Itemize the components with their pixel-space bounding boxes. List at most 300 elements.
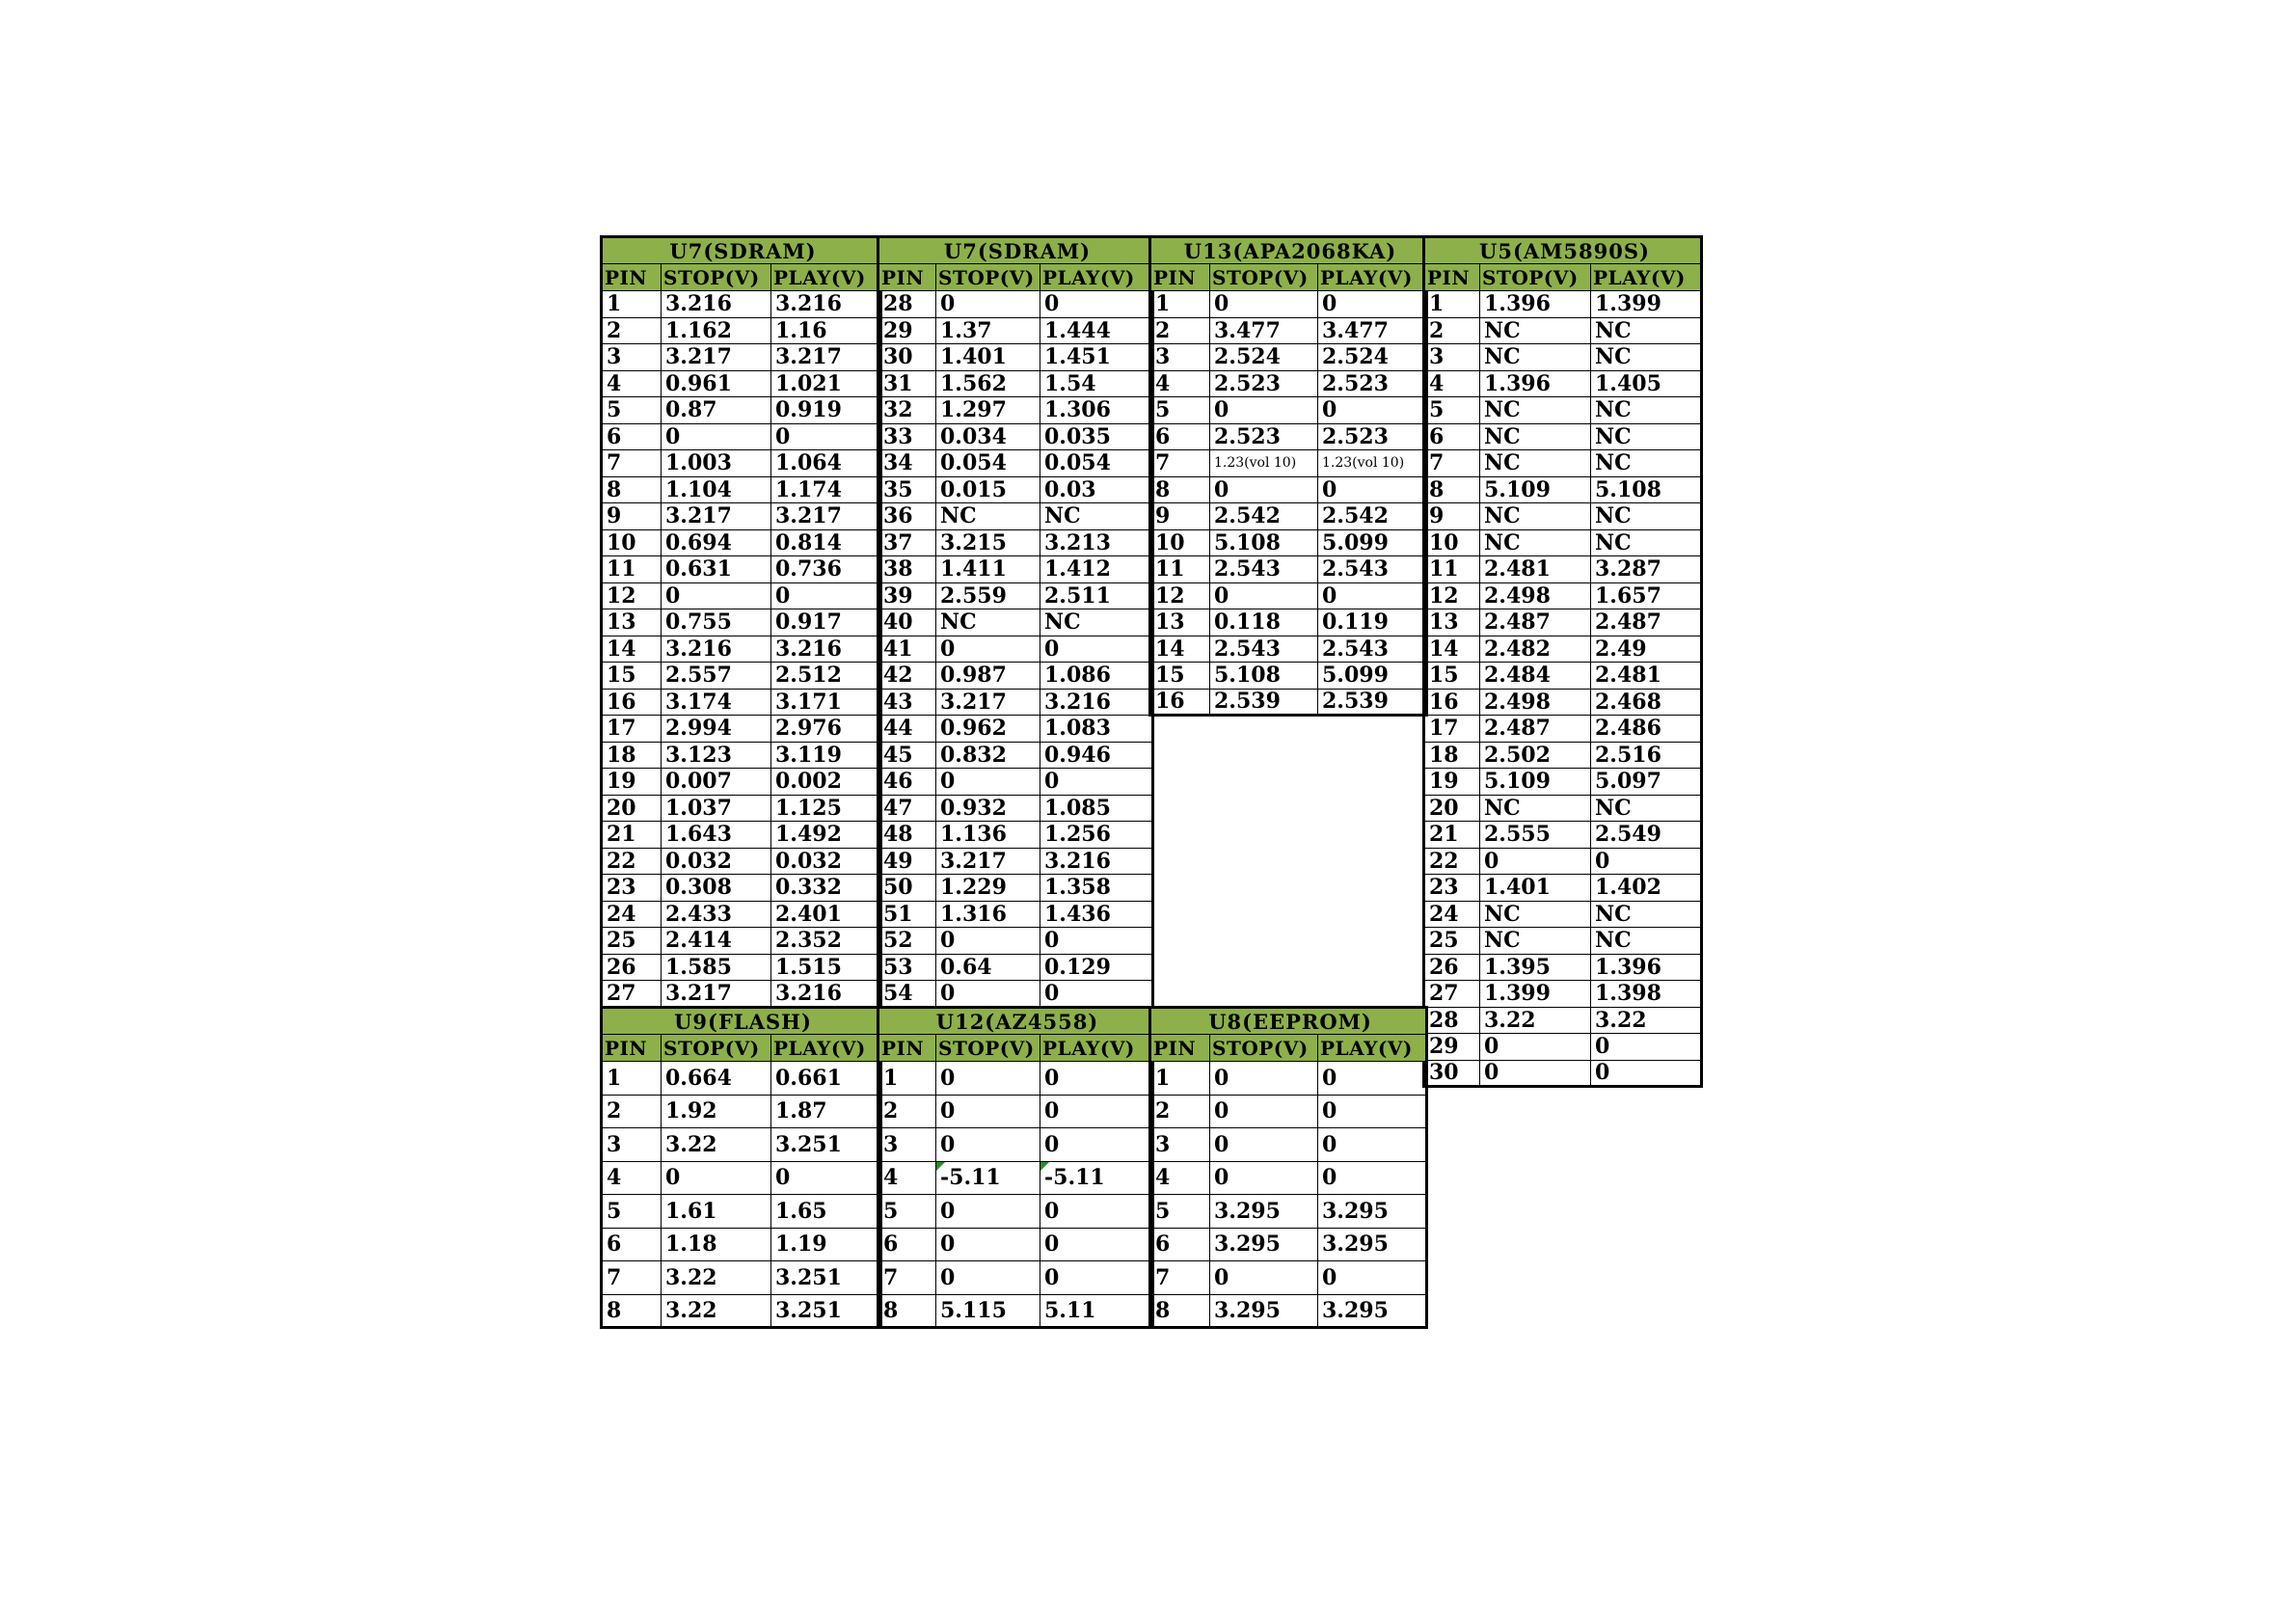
pin-cell: 2 [602,317,662,344]
play-voltage-cell: 1.515 [771,954,881,981]
play-voltage-cell: 1.358 [1040,875,1153,902]
stop-voltage-cell: -5.11 [936,1161,1040,1195]
stop-voltage-cell: 3.216 [662,636,771,663]
stop-voltage-cell: 0 [1210,291,1318,318]
pin-cell: 23 [1424,875,1480,902]
play-voltage-cell: 2.523 [1318,423,1427,450]
table-row [1424,901,1702,928]
stop-voltage-cell: 3.22 [662,1294,771,1328]
stop-voltage-cell: 0 [936,1128,1040,1162]
stop-voltage-cell: 5.109 [1480,769,1591,796]
stop-voltage-header: STOP(V) [662,1035,771,1062]
pin-cell: 3 [878,1128,936,1162]
stop-voltage-cell: 1.104 [662,476,771,503]
pin-cell: 6 [1150,1228,1210,1261]
play-voltage-cell: 3.216 [771,981,881,1008]
pin-cell: 4 [602,370,662,397]
pin-cell: 6 [602,423,662,450]
stop-voltage-cell: 0.64 [936,954,1040,981]
stop-voltage-cell: 3.217 [662,503,771,530]
table-row [602,450,881,477]
play-voltage-cell: 0 [1318,582,1427,609]
pin-cell: 8 [1150,1294,1210,1328]
stop-voltage-cell: 1.162 [662,317,771,344]
table-row [602,1062,881,1096]
play-voltage-cell: 2.49 [1591,636,1702,663]
table-row [1150,317,1427,344]
pin-cell: 11 [602,556,662,583]
table-row [878,503,1153,530]
stop-voltage-cell: 0.631 [662,556,771,583]
pin-cell: 17 [1424,716,1480,743]
pin-cell: 2 [1150,1095,1210,1128]
stop-voltage-cell: 0 [1210,582,1318,609]
table-title: U5(AM5890S) [1424,237,1702,264]
play-voltage-cell: 0 [771,582,881,609]
play-voltage-cell: 0 [1318,476,1427,503]
table-row [602,742,881,769]
pin-cell: 30 [878,344,936,371]
play-voltage-cell: 1.405 [1591,370,1702,397]
stop-voltage-cell: 1.395 [1480,954,1591,981]
table-row [1150,1195,1427,1229]
play-voltage-cell: 0 [1040,1062,1153,1096]
table-row [1150,689,1427,716]
table-row [1424,954,1702,981]
play-voltage-cell: 3.216 [771,636,881,663]
table-u5-am5890s [1422,235,1703,1088]
pin-cell: 14 [1424,636,1480,663]
table-u9-flash [600,1006,882,1329]
stop-voltage-header: STOP(V) [1480,264,1591,291]
pin-cell: 6 [602,1228,662,1261]
table-row [1424,344,1702,371]
table-row [878,954,1153,981]
stop-voltage-cell: 2.542 [1210,503,1318,530]
play-voltage-cell: 0 [771,423,881,450]
stop-voltage-cell: 0 [662,423,771,450]
play-voltage-cell: 1.65 [771,1195,881,1229]
stop-voltage-cell: NC [1480,397,1591,424]
play-voltage-cell: 3.295 [1318,1195,1427,1229]
stop-voltage-cell: NC [1480,450,1591,477]
stop-voltage-cell: 0.987 [936,663,1040,690]
play-voltage-cell: 0.917 [771,609,881,636]
stop-voltage-cell: 0.034 [936,423,1040,450]
play-voltage-cell: 1.083 [1040,716,1153,743]
pin-cell: 37 [878,529,936,556]
pin-cell: 7 [1424,450,1480,477]
table-row [1424,795,1702,822]
table-row [1424,1060,1702,1087]
stop-voltage-cell: 3.217 [936,689,1040,716]
play-voltage-cell: 0 [1318,1062,1427,1096]
stop-voltage-cell: NC [1480,795,1591,822]
pin-cell: 21 [602,822,662,849]
play-voltage-cell: 1.23(vol 10) [1318,450,1427,477]
stop-voltage-cell: 0 [936,769,1040,796]
table-row [878,450,1153,477]
table-row [602,529,881,556]
pin-cell: 10 [1424,529,1480,556]
play-voltage-cell: 1.54 [1040,370,1153,397]
stop-voltage-cell: 3.217 [936,848,1040,875]
stop-voltage-cell: 1.643 [662,822,771,849]
play-voltage-cell: 1.064 [771,450,881,477]
stop-voltage-cell: 2.481 [1480,556,1591,583]
table-row [878,795,1153,822]
play-voltage-header: PLAY(V) [1040,264,1153,291]
pin-cell: 5 [1150,1195,1210,1229]
pin-cell: 15 [1150,663,1210,690]
stop-voltage-cell: NC [1480,529,1591,556]
stop-voltage-header: STOP(V) [936,264,1040,291]
table-row [602,689,881,716]
pin-cell: 2 [878,1095,936,1128]
pin-header: PIN [878,1035,936,1062]
table-row [1424,769,1702,796]
play-voltage-cell: 3.295 [1318,1228,1427,1261]
table-row [878,423,1153,450]
table-row [878,370,1153,397]
pin-cell: 22 [602,848,662,875]
stop-voltage-cell: 0 [662,1161,771,1195]
play-voltage-cell: 2.549 [1591,822,1702,849]
pin-cell: 3 [602,1128,662,1162]
stop-voltage-cell: 0.87 [662,397,771,424]
table-row [602,981,881,1008]
pin-cell: 1 [602,291,662,318]
play-voltage-cell: 1.436 [1040,901,1153,928]
table-row [878,1161,1153,1195]
pin-cell: 20 [1424,795,1480,822]
stop-voltage-cell: 2.433 [662,901,771,928]
play-voltage-cell: 1.085 [1040,795,1153,822]
stop-voltage-cell: 3.295 [1210,1294,1318,1328]
play-voltage-cell: 1.306 [1040,397,1153,424]
stop-voltage-cell: 5.115 [936,1294,1040,1328]
stop-voltage-cell: 1.401 [1480,875,1591,902]
table-row [878,663,1153,690]
play-voltage-cell: 1.657 [1591,582,1702,609]
pin-cell: 18 [602,742,662,769]
play-voltage-cell: 2.352 [771,928,881,955]
table-row [602,370,881,397]
play-voltage-cell: 0 [771,1161,881,1195]
table-row [1424,317,1702,344]
pin-cell: 24 [602,901,662,928]
stop-voltage-cell: 3.215 [936,529,1040,556]
play-voltage-header: PLAY(V) [1318,1035,1427,1062]
play-voltage-cell: 1.398 [1591,981,1702,1008]
stop-voltage-cell: 1.23(vol 10) [1210,450,1318,477]
stop-voltage-cell: 0 [936,928,1040,955]
table-row [1424,1034,1702,1061]
table-row [878,556,1153,583]
stop-voltage-cell: 2.523 [1210,423,1318,450]
stop-voltage-cell: 0 [1480,1034,1591,1061]
pin-cell: 2 [1424,317,1480,344]
play-voltage-cell: 1.19 [771,1228,881,1261]
stop-voltage-cell: 0 [1480,848,1591,875]
pin-cell: 6 [1424,423,1480,450]
stop-voltage-cell: 2.994 [662,716,771,743]
pin-cell: 3 [1424,344,1480,371]
stop-voltage-cell: 5.109 [1480,476,1591,503]
pin-cell: 16 [1150,689,1210,716]
play-voltage-cell: -5.11 [1040,1161,1153,1195]
play-voltage-cell: NC [1591,397,1702,424]
play-voltage-cell: 0.736 [771,556,881,583]
pin-header: PIN [1150,264,1210,291]
stop-voltage-cell: 0.664 [662,1062,771,1096]
play-voltage-cell: 3.119 [771,742,881,769]
stop-voltage-cell: 1.18 [662,1228,771,1261]
pin-cell: 54 [878,981,936,1008]
table-row [1150,1161,1427,1195]
play-voltage-cell: 0 [1591,848,1702,875]
pin-cell: 53 [878,954,936,981]
table-row [1150,423,1427,450]
pin-cell: 17 [602,716,662,743]
stop-voltage-cell: 2.414 [662,928,771,955]
stop-voltage-cell: 1.396 [1480,291,1591,318]
stop-voltage-cell: 2.487 [1480,716,1591,743]
stop-voltage-cell: 2.543 [1210,636,1318,663]
play-voltage-cell: 0.129 [1040,954,1153,981]
table-row [602,822,881,849]
pin-cell: 5 [1424,397,1480,424]
table-row [1424,370,1702,397]
play-voltage-cell: 0 [1040,1228,1153,1261]
stop-voltage-cell: 1.401 [936,344,1040,371]
stop-voltage-cell: 3.217 [662,344,771,371]
pin-cell: 22 [1424,848,1480,875]
table-row [878,901,1153,928]
stop-voltage-cell: 1.411 [936,556,1040,583]
table-title: U8(EEPROM) [1150,1008,1427,1035]
play-voltage-cell: 0.032 [771,848,881,875]
pin-cell: 26 [602,954,662,981]
pin-cell: 9 [602,503,662,530]
play-voltage-cell: 3.295 [1318,1294,1427,1328]
stop-voltage-cell: NC [1480,901,1591,928]
pin-cell: 5 [878,1195,936,1229]
stop-voltage-header: STOP(V) [936,1035,1040,1062]
play-voltage-cell: 0 [1040,928,1153,955]
play-voltage-cell: 5.097 [1591,769,1702,796]
pin-cell: 8 [1424,476,1480,503]
pin-cell: 14 [1150,636,1210,663]
stop-voltage-cell: 1.396 [1480,370,1591,397]
play-voltage-cell: 0.002 [771,769,881,796]
stop-voltage-cell: 3.174 [662,689,771,716]
table-row [878,1294,1153,1328]
play-voltage-cell: 2.481 [1591,663,1702,690]
table-row [602,1294,881,1328]
table-u7-sdram-pins-28-54 [877,235,1154,1009]
play-voltage-cell: 5.099 [1318,529,1427,556]
pin-cell: 3 [602,344,662,371]
stop-voltage-cell: 1.585 [662,954,771,981]
table-row [878,476,1153,503]
pin-cell: 13 [1424,609,1480,636]
table-row [878,1095,1153,1128]
play-voltage-cell: 0.035 [1040,423,1153,450]
play-voltage-cell: NC [1591,423,1702,450]
play-voltage-header: PLAY(V) [1591,264,1702,291]
pin-cell: 3 [1150,344,1210,371]
table-row [1424,423,1702,450]
stop-voltage-cell: 1.37 [936,317,1040,344]
pin-cell: 15 [602,663,662,690]
table-title: U7(SDRAM) [602,237,881,264]
table-row [1424,582,1702,609]
table-row [1424,822,1702,849]
play-voltage-cell: 2.524 [1318,344,1427,371]
pin-cell: 52 [878,928,936,955]
pin-cell: 27 [1424,981,1480,1008]
play-voltage-cell: 0 [1040,636,1153,663]
table-row [878,582,1153,609]
table-row [602,795,881,822]
stop-voltage-cell: 0 [936,1261,1040,1295]
pin-cell: 1 [1424,291,1480,318]
stop-voltage-cell: 0 [1210,1095,1318,1128]
pin-cell: 6 [1150,423,1210,450]
play-voltage-cell: 1.174 [771,476,881,503]
pin-cell: 2 [602,1095,662,1128]
pin-cell: 13 [1150,609,1210,636]
play-voltage-cell: 0.661 [771,1062,881,1096]
pin-cell: 38 [878,556,936,583]
stop-voltage-cell: 2.559 [936,582,1040,609]
play-voltage-cell: 1.492 [771,822,881,849]
pin-cell: 14 [602,636,662,663]
pin-cell: 29 [1424,1034,1480,1061]
table-row [878,397,1153,424]
pin-cell: 7 [1150,1261,1210,1295]
stop-voltage-cell: 2.498 [1480,582,1591,609]
pin-cell: 8 [602,476,662,503]
stop-voltage-cell: 0.961 [662,370,771,397]
pin-cell: 16 [602,689,662,716]
table-row [602,716,881,743]
table-row [602,344,881,371]
play-voltage-cell: 3.216 [1040,848,1153,875]
stop-voltage-cell: 0 [1210,476,1318,503]
pin-header: PIN [878,264,936,291]
pin-cell: 41 [878,636,936,663]
pin-cell: 5 [602,397,662,424]
pin-cell: 12 [1150,582,1210,609]
pin-cell: 24 [1424,901,1480,928]
pin-cell: 8 [1150,476,1210,503]
play-voltage-cell: NC [1591,450,1702,477]
play-voltage-cell: 0 [1591,1060,1702,1087]
play-voltage-cell: 0.814 [771,529,881,556]
pin-cell: 5 [1150,397,1210,424]
pin-cell: 49 [878,848,936,875]
stop-voltage-cell: 0 [936,1095,1040,1128]
table-row [1150,503,1427,530]
table-row [1150,1128,1427,1162]
play-voltage-cell: NC [1591,529,1702,556]
stop-voltage-cell: 2.543 [1210,556,1318,583]
pin-cell: 1 [878,1062,936,1096]
table-row [602,1161,881,1195]
table-row [878,822,1153,849]
play-voltage-cell: 2.539 [1318,689,1427,716]
pin-cell: 33 [878,423,936,450]
table-row [878,609,1153,636]
play-voltage-cell: 1.451 [1040,344,1153,371]
table-u7-sdram-pins-1-27 [600,235,882,1009]
stop-voltage-cell: 2.502 [1480,742,1591,769]
play-voltage-cell: 3.477 [1318,317,1427,344]
stop-voltage-cell: NC [1480,344,1591,371]
play-voltage-cell: 2.468 [1591,689,1702,716]
pin-cell: 34 [878,450,936,477]
play-voltage-cell: 2.976 [771,716,881,743]
stop-voltage-cell: 3.295 [1210,1228,1318,1261]
pin-cell: 11 [1424,556,1480,583]
table-row [1424,529,1702,556]
table-title: U13(APA2068KA) [1150,237,1427,264]
table-row [1150,291,1427,318]
table-row [602,663,881,690]
stop-voltage-cell: 2.482 [1480,636,1591,663]
play-voltage-cell: 0 [1040,1128,1153,1162]
play-voltage-cell: 2.542 [1318,503,1427,530]
play-voltage-cell: 5.108 [1591,476,1702,503]
table-row [1424,928,1702,955]
table-row [1424,503,1702,530]
pin-cell: 40 [878,609,936,636]
play-voltage-cell: 0 [1318,1261,1427,1295]
play-voltage-cell: 0.054 [1040,450,1153,477]
play-voltage-cell: NC [1040,609,1153,636]
table-row [878,928,1153,955]
stop-voltage-cell: 1.92 [662,1095,771,1128]
stop-voltage-cell: 2.498 [1480,689,1591,716]
pin-cell: 29 [878,317,936,344]
stop-voltage-cell: 1.297 [936,397,1040,424]
pin-cell: 15 [1424,663,1480,690]
table-row [878,689,1153,716]
play-voltage-cell: 3.251 [771,1294,881,1328]
stop-voltage-cell: 0.694 [662,529,771,556]
play-voltage-cell: NC [1591,901,1702,928]
stop-voltage-cell: 2.557 [662,663,771,690]
pin-cell: 48 [878,822,936,849]
play-voltage-cell: 1.87 [771,1095,881,1128]
play-voltage-cell: 1.16 [771,317,881,344]
pin-cell: 25 [602,928,662,955]
stop-voltage-cell: NC [1480,423,1591,450]
play-voltage-cell: 0 [1040,1195,1153,1229]
stop-voltage-cell: NC [936,503,1040,530]
stop-voltage-cell: 2.487 [1480,609,1591,636]
pin-cell: 36 [878,503,936,530]
play-voltage-cell: 2.487 [1591,609,1702,636]
table-row [602,423,881,450]
table-row [878,1195,1153,1229]
play-voltage-header: PLAY(V) [1318,264,1427,291]
table-row [1150,582,1427,609]
play-voltage-cell: 0.119 [1318,609,1427,636]
pin-cell: 35 [878,476,936,503]
